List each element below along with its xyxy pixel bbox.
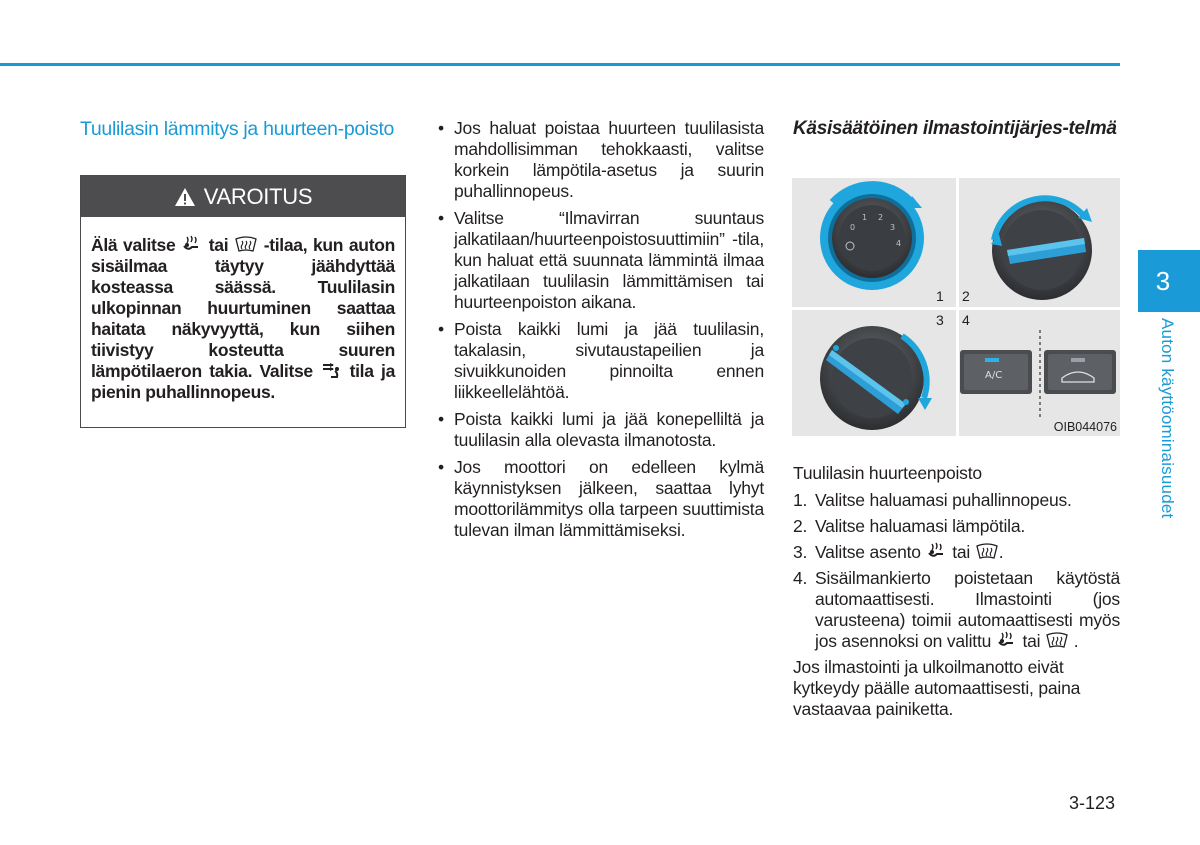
dial-number-0: 0 — [850, 223, 856, 232]
step-number: 1. — [793, 490, 808, 510]
warning-triangle-icon — [174, 187, 196, 207]
step-text: Valitse haluamasi puhallinnopeus. — [815, 490, 1072, 510]
climate-control-illustration — [792, 178, 1120, 436]
step-text: Valitse asento — [815, 542, 921, 562]
floor-defrost-mode-icon — [181, 235, 203, 253]
ac-button-label: A/C — [985, 370, 1003, 381]
defrost-instructions — [793, 463, 1120, 726]
dial-number-2: 2 — [878, 213, 884, 222]
top-rule — [0, 63, 1120, 66]
list-item: • Valitse “Ilmavirran suuntaus jalkatilaan/huurteenpoistosuuttimiin” -tila, kun haluat että suunnata lämmintä ilmaa jalkatilaan tuulilasin lämmittämisen tai huurteenpoiston aikana. — [436, 208, 764, 313]
subsection-title: Käsisäätöinen ilmastointijärjes-telmä — [793, 118, 1117, 139]
floor-defrost-mode-icon — [926, 542, 948, 560]
chapter-tab — [1138, 250, 1200, 312]
warning-text — [81, 217, 405, 403]
step-number: 4. — [793, 568, 808, 588]
warning-text-part3: -tilaa, kun auton sisäilmaa täytyy jäähdyttää kosteassa säässä. Tuulilasin ulkopinnan huurtuminen saattaa haitata näkyvyyttä, kun siihen tiivistyy kosteutta suuren lämpötilaeron takia. Valitse — [91, 235, 396, 381]
step-number: 2. — [793, 516, 808, 536]
step-number: 3. — [793, 542, 808, 562]
section-title: Tuulilasin lämmitys ja huurteen-poisto — [80, 118, 395, 140]
step-item — [793, 568, 1120, 652]
windshield-defrost-icon — [1045, 631, 1069, 649]
step-item — [793, 542, 1120, 563]
chapter-label: Auton käyttöominaisuudet — [1158, 318, 1177, 519]
figure-label-2: 2 — [962, 288, 970, 304]
windshield-defrost-icon — [975, 542, 999, 560]
step-text: Sisäilmankierto poistetaan käytöstä automaattisesti. Ilmastointi (jos varusteena) toimii automaattisesti myös jos asennoksi on valittu — [815, 568, 1120, 651]
warning-text-part1: Älä valitse — [91, 235, 176, 255]
list-item: • Poista kaikki lumi ja jää konepelliltä ja tuulilasin alla olevasta ilmanotosta. — [436, 409, 764, 451]
list-item: • Jos haluat poistaa huurteen tuulilasista mahdollisimman tehokkaasti, valitse korkein lämpötila-asetus ja suurin puhallinnopeus. — [436, 118, 764, 202]
dial-number-3: 3 — [890, 223, 896, 232]
climate-control-figure — [792, 178, 1120, 436]
step-text: . — [998, 542, 1004, 562]
instructions-subtitle: Tuulilasin huurteenpoisto — [793, 463, 982, 483]
warning-header-label: VAROITUS — [203, 183, 313, 209]
closing-paragraph: Jos ilmastointi ja ulkoilmanotto eivät kytkeydy päälle automaattisesti, paina vastaavaa painiketta. — [793, 657, 1081, 719]
steps-list — [793, 490, 1120, 652]
dial-number-4: 4 — [896, 239, 902, 248]
list-item: • Jos moottori on edelleen kylmä käynnistyksen jälkeen, saattaa lyhyt moottorilämmitys olla tarpeen suuttimista tulevan ilman lämmittämiseksi. — [436, 457, 764, 541]
chapter-number: 3 — [1155, 265, 1171, 296]
step-text: . — [1073, 631, 1079, 651]
ac-buttons — [960, 330, 1116, 418]
page-number: 3-123 — [1069, 793, 1116, 813]
warning-text-part2: tai — [208, 235, 229, 255]
warning-header — [81, 176, 405, 217]
figure-label-1: 1 — [936, 288, 944, 304]
step-item — [793, 516, 1120, 537]
face-vent-mode-icon — [320, 361, 342, 379]
warning-box — [80, 175, 406, 428]
figure-label-3: 3 — [936, 312, 944, 328]
temperature-knob — [991, 198, 1092, 300]
figure-code: OIB044076 — [1053, 420, 1117, 434]
step-text: tai — [952, 542, 971, 562]
step-text: tai — [1022, 631, 1041, 651]
tips-list — [436, 118, 764, 547]
fan-speed-knob — [820, 184, 924, 290]
list-item: • Poista kaikki lumi ja jää tuulilasin, takalasin, sivutaustapeilien ja sivuikkunoiden pinnoilta ennen liikkeellelähtöä. — [436, 319, 764, 403]
floor-defrost-mode-icon — [996, 631, 1018, 649]
step-item — [793, 490, 1120, 511]
dial-number-1: 1 — [862, 213, 868, 222]
warning-text-part4: tila ja pienin puhallinnopeus. — [91, 361, 396, 402]
figure-label-4: 4 — [962, 312, 970, 328]
step-text: Valitse haluamasi lämpötila. — [815, 516, 1026, 536]
mode-selector-knob — [820, 326, 932, 430]
windshield-defrost-icon — [234, 235, 258, 253]
